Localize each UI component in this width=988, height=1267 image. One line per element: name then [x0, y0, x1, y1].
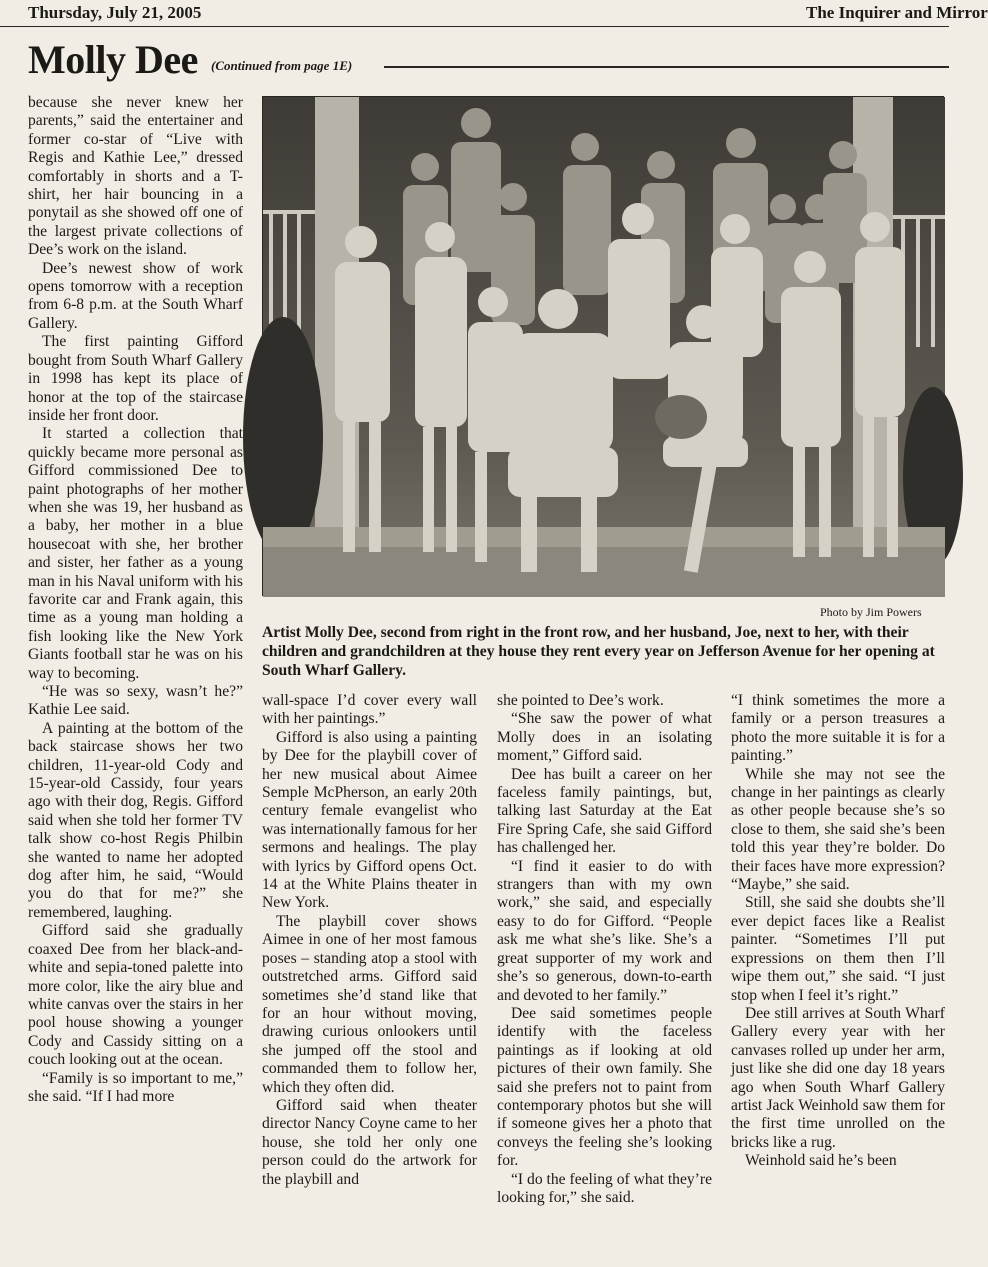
photo-caption: Artist Molly Dee, second from right in the front row, and her husband, Joe, next to her, with their children and grandchildren at they house they rent every year on Jefferson Avenue for her opening at South Wharf Gallery.	[262, 624, 935, 679]
article-column-4	[731, 692, 945, 1247]
paragraph: Gifford is also using a painting by Dee for the playbill cover of her new musical about Aimee Semple McPherson, an early 20th century female evangelist who was internationally famous for her sermons and healings. The play with lyrics by Gifford opens Oct. 14 at the White Plains theater in New York.	[262, 728, 477, 912]
paragraph: “Family is so important to me,” she said. “If I had more	[28, 1069, 243, 1105]
paragraph: A painting at the bottom of the back staircase shows her two children, 11-year-old Cody and 15-year-old Cassidy, four years ago with their dog, Regis. Gifford said when she told her former TV talk show co-host Regis Philbin she wanted to name her adopted dog after him, he said, “Would you do that for me?” she remembered, laughing.	[28, 719, 243, 921]
paragraph: Dee said sometimes people identify with the faceless paintings as if looking at old pictures of their own family. She said she prefers not to paint from contemporary photos but she will if someone gives her a photo that conveys the feeling she’s looking for.	[497, 1004, 712, 1170]
paragraph: The first painting Gifford bought from South Wharf Gallery in 1998 has kept its place of honor at the top of the staircase inside her front door.	[28, 333, 243, 424]
article-column-3	[497, 692, 712, 1247]
paragraph: Weinhold said he’s been	[745, 1152, 897, 1170]
article-headline: Molly Dee	[28, 37, 198, 82]
headline-rule	[384, 66, 949, 68]
paragraph: she pointed to Dee’s work.	[497, 692, 664, 709]
paragraph: Still, she said she doubts she’ll ever depict faces like a Realist painter. “Sometimes I’ll put expressions on them then I’ll wipe them out,” she said. “I just stop when I feel it’s right.”	[731, 894, 945, 1004]
issue-date: Thursday, July 21, 2005	[28, 3, 202, 22]
paragraph: “I find it easier to do with strangers than with my own work,” she said, and especially easy to do for Gifford. “People ask me what she’s like. She’s a great supporter of my work and she’s so generous, down-to-earth and devoted to her family.”	[497, 857, 712, 1004]
family-photo	[262, 96, 944, 596]
paragraph: because she never knew her parents,” said the entertainer and former co-star of “Live with Regis and Kathie Lee,” dressed comfortably in shorts and a T-shirt, her hair bouncing in a ponytail as she showed off one of the largest private collections of Dee’s work on the island.	[28, 94, 243, 259]
paragraph: Dee has built a career on her faceless family paintings, but, talking last Saturday at the Eat Fire Spring Cafe, she said Gifford has challenged her.	[497, 765, 712, 857]
paragraph: Dee still arrives at South Wharf Gallery every year with her canvases rolled up under her arm, just like she did one day 18 years ago when South Wharf Gallery artist Jack Weinhold saw them for the first time unrolled on the bricks like a rug.	[731, 1004, 945, 1151]
paragraph: “I do the feeling of what they’re looking for,” she said.	[497, 1170, 712, 1206]
paragraph: “He was so sexy, wasn’t he?” Kathie Lee said.	[28, 683, 243, 719]
article-column-2	[262, 692, 477, 1247]
paragraph: Gifford said she gradually coaxed Dee from her black-and-white and sepia-toned palette into more color, like the airy blue and white canvas over the stairs in her pool house showing a younger Cody and Cassidy sitting on a couch looking out at the ocean.	[28, 922, 243, 1069]
family-photo-illustration	[263, 97, 945, 597]
paragraph: Dee’s newest show of work opens tomorrow with a reception from 6-8 p.m. at the South Wharf Gallery.	[28, 259, 243, 332]
publication-name: The Inquirer and Mirror	[806, 3, 988, 22]
article-column-1	[28, 94, 243, 1244]
paragraph: Gifford said when theater director Nancy Coyne came to her house, she told her only one person could do the artwork for the playbill and	[262, 1096, 477, 1188]
continued-note: (Continued from page 1E)	[211, 58, 353, 73]
page-header	[0, 0, 988, 27]
paragraph: “She saw the power of what Molly does in an isolating moment,” Gifford said.	[497, 710, 712, 765]
paragraph: The playbill cover shows Aimee in one of her most famous poses – standing atop a stool with outstretched arms. Gifford said sometimes she’d stand like that for an hour without moving, drawing curious onlookers until she jumped off the stool and commanded them to follow her, which they often did.	[262, 912, 477, 1096]
paragraph: It started a collection that quickly became more personal as Gifford commissioned Dee to paint photographs of her mother when she was 19, her husband as a baby, her mother in a blue housecoat with she, her brother and sister, her father as a young man in his Naval uniform with his favorite car and Frank again, this time as a young man holding a fish looking like the New York Giants football star he was on his way to becoming.	[28, 425, 243, 682]
paragraph: wall-space I’d cover every wall with her paintings.”	[262, 692, 477, 728]
paragraph: “I think sometimes the more a family or a person treasures a photo the more suitable it is for a painting.”	[731, 692, 945, 765]
photo-credit: Photo by Jim Powers	[820, 605, 922, 619]
paragraph: While she may not see the change in her paintings as clearly as other people because she’s so close to them, she said she’s been told this year they’re bolder. Do their faces have more expression? “Maybe,” she said.	[731, 765, 945, 894]
